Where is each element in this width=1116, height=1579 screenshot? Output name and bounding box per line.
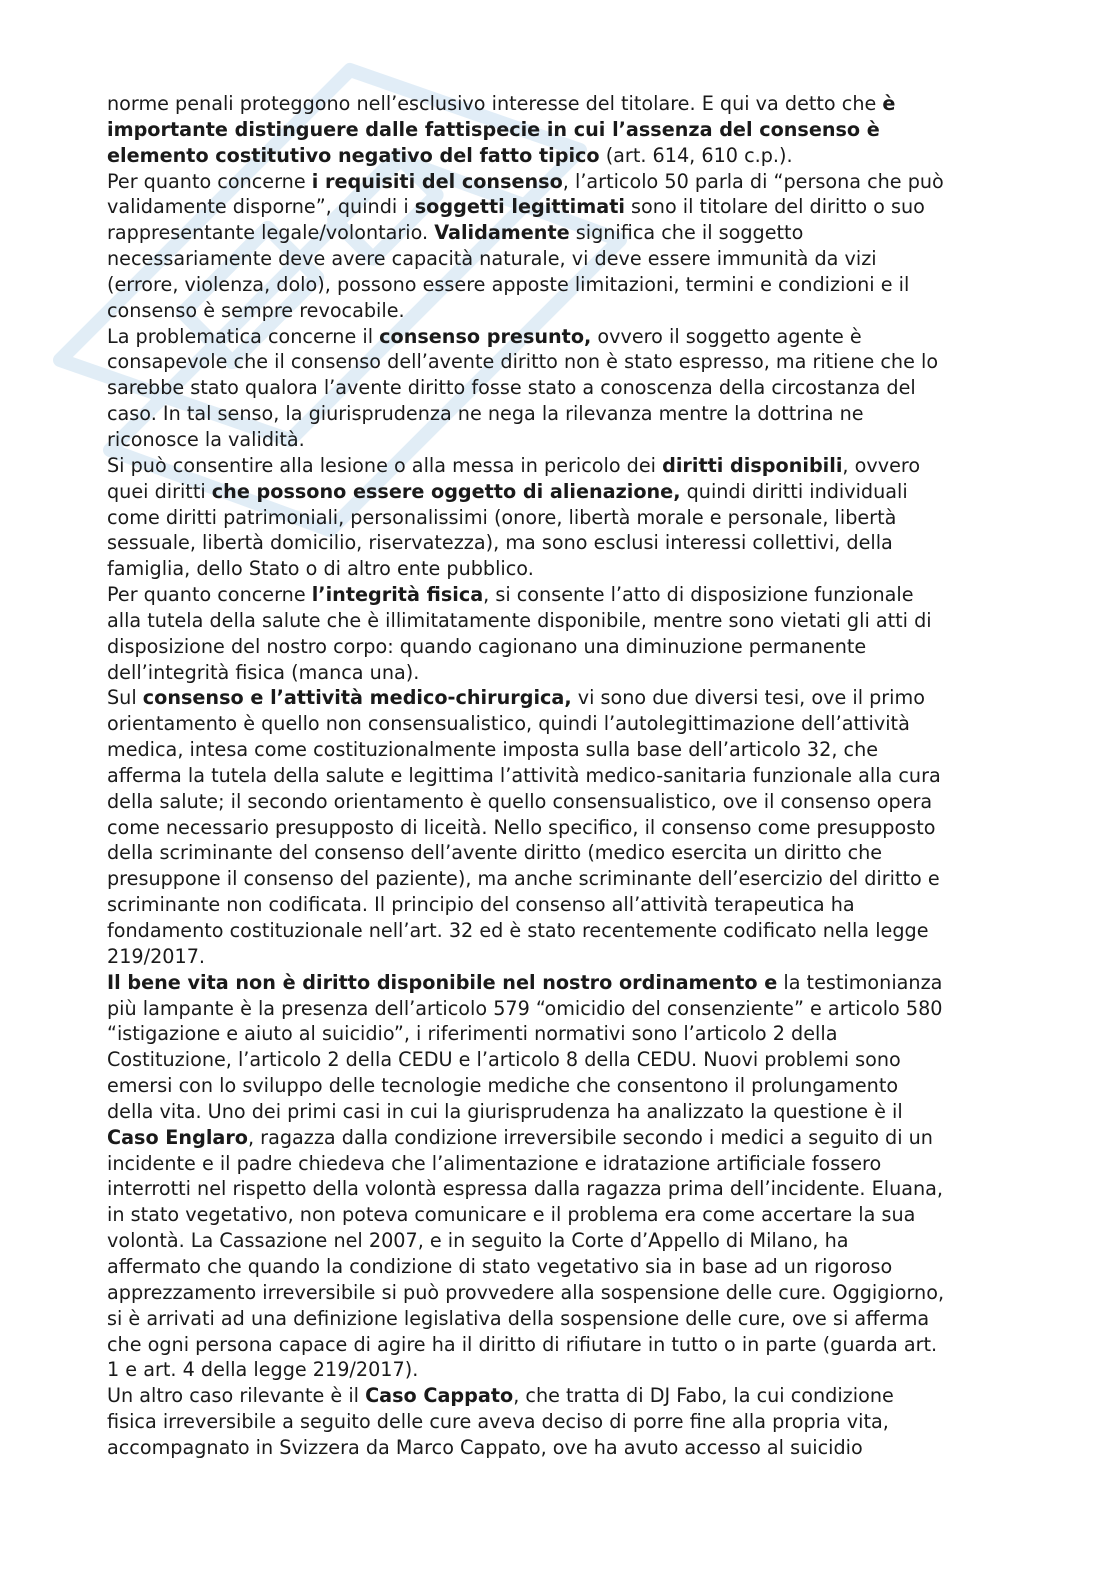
- text-line: [107, 117, 1012, 143]
- bold-text: che possono essere oggetto di alienazione,: [211, 479, 681, 503]
- text-line: [107, 194, 1012, 220]
- text-line: [107, 1357, 1012, 1383]
- text-segment: come diritti patrimoniali, personalissimi (onore, libertà morale e personale, libertà: [107, 505, 897, 529]
- text-segment: necessariamente deve avere capacità naturale, vi deve essere immunità da vizi: [107, 247, 877, 271]
- text-line: [107, 1125, 1012, 1151]
- text-segment: la testimonianza: [777, 970, 943, 994]
- text-line: [107, 970, 1012, 996]
- text-segment: quindi diritti individuali: [680, 479, 908, 503]
- text-segment: riconosce la validità.: [107, 427, 305, 451]
- text-segment: come necessario presupposto di liceità. Nello specifico, il consenso come presupposto: [107, 815, 936, 839]
- text-segment: ovvero il soggetto agente è: [591, 324, 862, 348]
- text-line: [107, 763, 1012, 789]
- text-segment: Per quanto concerne: [107, 169, 312, 193]
- text-line: [107, 608, 1012, 634]
- text-line: [107, 246, 1012, 272]
- bold-text: soggetti legittimati: [414, 195, 625, 219]
- text-line: [107, 840, 1012, 866]
- text-segment: affermato che quando la condizione di stato vegetativo sia in base ad un rigoroso: [107, 1254, 893, 1278]
- text-segment: consenso è sempre revocabile.: [107, 298, 405, 322]
- bold-text: consenso e l’attività medico-chirurgica,: [142, 686, 572, 710]
- bold-text: importante distinguere dalle fattispecie in cui l’assenza del consenso è: [107, 117, 880, 141]
- text-segment: rappresentante legale/volontario.: [107, 221, 435, 245]
- text-segment: consapevole che il consenso dell’avente diritto non è stato espresso, ma ritiene che lo: [107, 350, 939, 374]
- text-segment: afferma la tutela della salute e legittima l’attività medico-sanitaria funzionale alla cura: [107, 763, 941, 787]
- text-line: [107, 685, 1012, 711]
- document-body: [107, 91, 1012, 1461]
- text-line: [107, 298, 1012, 324]
- text-line: [107, 582, 1012, 608]
- text-line: [107, 1073, 1012, 1099]
- text-segment: della vita. Uno dei primi casi in cui la giurisprudenza ha analizzato la questione è il: [107, 1099, 903, 1123]
- text-segment: “istigazione e aiuto al suicidio”, i riferimenti normativi sono l’articolo 2 della: [107, 1022, 838, 1046]
- text-line: [107, 1332, 1012, 1358]
- text-line: [107, 1047, 1012, 1073]
- text-segment: scriminante non codificata. Il principio del consenso all’attività terapeutica ha: [107, 893, 855, 917]
- text-segment: Per quanto concerne: [107, 583, 312, 607]
- text-line: [107, 634, 1012, 660]
- text-line: [107, 1280, 1012, 1306]
- text-segment: La problematica concerne il: [107, 324, 380, 348]
- text-segment: disposizione del nostro corpo: quando cagionano una diminuzione permanente: [107, 634, 867, 658]
- text-line: [107, 427, 1012, 453]
- text-segment: quei diritti: [107, 479, 212, 503]
- text-line: [107, 892, 1012, 918]
- text-segment: emersi con lo sviluppo delle tecnologie mediche che consentono il prolungamento: [107, 1074, 899, 1098]
- text-segment: si è arrivati ad una definizione legislativa della sospensione delle cure, ove si afferma: [107, 1306, 930, 1330]
- text-segment: , ragazza dalla condizione irreversibile secondo i medici a seguito di un: [247, 1125, 933, 1149]
- text-segment: in stato vegetativo, non poteva comunicare e il problema era come accertare la sua: [107, 1203, 916, 1227]
- text-segment: della scriminante del consenso dell’avente diritto (medico esercita un diritto che: [107, 841, 883, 865]
- text-line: [107, 505, 1012, 531]
- text-segment: validamente disporne”, quindi i: [107, 195, 415, 219]
- bold-text: Validamente: [434, 221, 570, 245]
- text-line: [107, 91, 1012, 117]
- text-line: [107, 737, 1012, 763]
- text-segment: fisica irreversibile a seguito delle cure aveva deciso di porre fine alla propria vita,: [107, 1410, 889, 1434]
- text-line: [107, 996, 1012, 1022]
- text-line: [107, 1435, 1012, 1461]
- bold-text: Il bene vita non è diritto disponibile nel nostro ordinamento e: [107, 970, 778, 994]
- text-segment: , l’articolo 50 parla di “persona che può: [562, 169, 944, 193]
- text-line: [107, 401, 1012, 427]
- text-segment: medica, intesa come costituzionalmente imposta sulla base dell’articolo 32, che: [107, 738, 879, 762]
- text-segment: volontà. La Cassazione nel 2007, e in seguito la Corte d’Appello di Milano, ha: [107, 1229, 849, 1253]
- text-line: [107, 1202, 1012, 1228]
- text-segment: dell’integrità fisica (manca una).: [107, 660, 420, 684]
- text-segment: che ogni persona capace di agire ha il diritto di rifiutare in tutto o in parte (guarda art.: [107, 1332, 938, 1356]
- text-segment: Sul: [107, 686, 143, 710]
- text-segment: sessuale, libertà domicilio, riservatezza), ma sono esclusi interessi collettivi, della: [107, 531, 893, 555]
- text-segment: della salute; il secondo orientamento è quello consensualistico, ove il consenso opera: [107, 789, 933, 813]
- bold-text: diritti disponibili: [662, 453, 843, 477]
- text-line: [107, 711, 1012, 737]
- text-segment: (errore, violenza, dolo), possono essere apposte limitazioni, termini e condizioni e il: [107, 272, 910, 296]
- text-segment: presuppone il consenso del paziente), ma anche scriminante dell’esercizio del diritto e: [107, 867, 940, 891]
- text-segment: sono il titolare del diritto o suo: [624, 195, 925, 219]
- text-line: [107, 530, 1012, 556]
- text-line: [107, 556, 1012, 582]
- text-line: [107, 1099, 1012, 1125]
- bold-text: elemento costitutivo negativo del fatto tipico: [107, 143, 600, 167]
- bold-text: Caso Englaro: [107, 1125, 248, 1149]
- text-segment: (art. 614, 610 c.p.).: [599, 143, 793, 167]
- text-line: [107, 660, 1012, 686]
- text-segment: apprezzamento irreversibile si può provvedere alla sospensione delle cure. Oggigiorno,: [107, 1280, 945, 1304]
- text-line: [107, 479, 1012, 505]
- text-line: [107, 1383, 1012, 1409]
- text-segment: 1 e art. 4 della legge 219/2017).: [107, 1358, 419, 1382]
- text-line: [107, 1254, 1012, 1280]
- text-line: [107, 789, 1012, 815]
- bold-text: i requisiti del consenso: [311, 169, 563, 193]
- bold-text: l’integrità fisica: [311, 583, 484, 607]
- bold-text: Caso Cappato: [365, 1384, 514, 1408]
- text-line: [107, 1021, 1012, 1047]
- text-line: [107, 944, 1012, 970]
- text-segment: vi sono due diversi tesi, ove il primo: [571, 686, 925, 710]
- text-line: [107, 866, 1012, 892]
- text-line: [107, 143, 1012, 169]
- text-segment: incidente e il padre chiedeva che l’alimentazione e idratazione artificiale fossero: [107, 1151, 882, 1175]
- text-line: [107, 1228, 1012, 1254]
- text-segment: sarebbe stato qualora l’avente diritto fosse stato a conoscenza della circostanza del: [107, 376, 916, 400]
- text-line: [107, 324, 1012, 350]
- text-line: [107, 1409, 1012, 1435]
- text-segment: Un altro caso rilevante è il: [107, 1384, 366, 1408]
- text-segment: significa che il soggetto: [569, 221, 804, 245]
- text-segment: fondamento costituzionale nell’art. 32 ed è stato recentemente codificato nella legge: [107, 919, 929, 942]
- text-segment: alla tutela della salute che è illimitatamente disponibile, mentre sono vietati gli atti di: [107, 608, 932, 632]
- text-line: [107, 220, 1012, 246]
- bold-text: consenso presunto,: [379, 324, 592, 348]
- text-segment: , che tratta di DJ Fabo, la cui condizione: [513, 1384, 894, 1408]
- text-line: [107, 1176, 1012, 1202]
- text-segment: 219/2017.: [107, 944, 206, 968]
- text-segment: , si consente l’atto di disposizione funzionale: [483, 583, 914, 607]
- text-segment: più lampante è la presenza dell’articolo 579 “omicidio del consenziente” e articolo 580: [107, 996, 943, 1020]
- bold-text: è: [882, 92, 896, 115]
- text-line: [107, 169, 1012, 195]
- text-segment: famiglia, dello Stato o di altro ente pubblico.: [107, 557, 534, 581]
- text-segment: caso. In tal senso, la giurisprudenza ne nega la rilevanza mentre la dottrina ne: [107, 402, 864, 426]
- text-segment: interrotti nel rispetto della volontà espressa dalla ragazza prima dell’incidente. Eluana,: [107, 1177, 944, 1201]
- text-line: [107, 1306, 1012, 1332]
- text-line: [107, 453, 1012, 479]
- text-segment: orientamento è quello non consensualistico, quindi l’autolegittimazione dell’attività: [107, 712, 910, 736]
- text-line: [107, 375, 1012, 401]
- text-segment: Costituzione, l’articolo 2 della CEDU e l’articolo 8 della CEDU. Nuovi problemi sono: [107, 1048, 901, 1072]
- text-line: [107, 1151, 1012, 1177]
- text-segment: accompagnato in Svizzera da Marco Cappato, ove ha avuto accesso al suicidio: [107, 1435, 863, 1459]
- text-line: [107, 918, 1012, 944]
- text-segment: , ovvero: [842, 453, 921, 477]
- text-line: [107, 272, 1012, 298]
- text-segment: Si può consentire alla lesione o alla messa in pericolo dei: [107, 453, 663, 477]
- text-line: [107, 349, 1012, 375]
- text-line: [107, 815, 1012, 841]
- text-segment: norme penali proteggono nell’esclusivo interesse del titolare. E qui va detto che: [107, 92, 883, 115]
